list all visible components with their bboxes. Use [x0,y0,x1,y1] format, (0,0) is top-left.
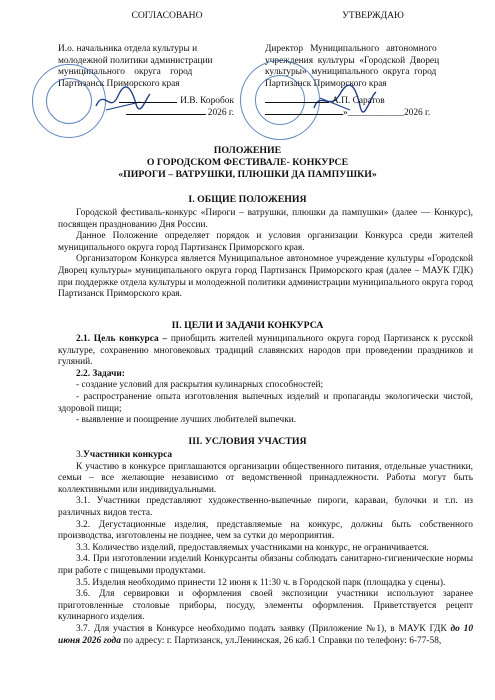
subsection-title: 3.Участники конкурса [76,450,173,460]
section-heading: III. УСЛОВИЯ УЧАСТИЯ [188,436,307,447]
approval-right-line: учреждения культуры «Городской Дворец [265,55,440,66]
list-item: 3.5. Изделия необходимо принести 12 июня к 11:30 ч. в Городской парк (площадка у сцены). [76,577,446,588]
paragraph: К участию в конкурсе приглашаются организации общественного питания, отдельные участники, семьи – все желающие независимо от ведомственной принадлежности. Работы могут быть коллективными или индивидуальными. [58,461,473,495]
list-item: 3.1. Участники представляют художественно-выпечные пироги, караваи, булочки и т.п. из различных видов теста. [58,496,473,518]
approval-right-sign-date: »____________2026 г. [265,108,465,120]
approval-right-line: Партизанск Приморского края [265,78,387,89]
goal-label: 2.1. Цель конкурса – [76,334,168,344]
approval-left-line: И.о. начальника отдела культуры и [58,44,198,54]
approval-right-line: Директор Муниципального автономного [265,44,437,54]
section-heading: I. ОБЩИЕ ПОЛОЖЕНИЯ [188,194,307,205]
approval-left-line: молодежной политики администрации [58,55,213,66]
list-item: 3.7. Для участия в Конкурсе необходимо подать заявку (Приложение №1), в МАУК ГДК до 10 июня 2026 года по адресу: г. Партизанск, ул.Ленинская, 26 каб.1 Справки по телефону: 6-77-58, [58,623,474,646]
approval-right-sign [265,96,465,119]
list-item: - распространение опыта изготовления выпечных изделий и пропаганды экологически чистой, здоровой пищи; [58,391,473,414]
paragraph: Организатором Конкурса является Муниципальное автономное учреждение культуры «Городской Дворец культуры» муниципального округа город Партизанск Приморского края (далее – МАУК ГДК) при поддержке отдела культуры и молодежной политики администрации муниципального округа город Партизанск Приморского края. [58,254,473,300]
approval-left-heading: СОГЛАСОВАНО [131,10,203,21]
approval-left-line: муниципального округа город [58,67,193,78]
list-item: - выявление и поощрение лучших любителей выпечки. [76,415,297,426]
title-line: О ГОРОДСКОМ ФЕСТИВАЛЕ- КОНКУРСЕ [146,157,349,168]
section-heading: II. ЦЕЛИ И ЗАДАЧИ КОНКУРСА [171,320,324,331]
list-item: 3.3. Количество изделий, предоставляемых участниками на конкурс, не ограничивается. [76,542,429,553]
goal-text: приобщить жителей муниципального округа город Партизанск к русской культуре, сохранению многовековых традиций славянских народов при проведении праздников и гуляний. [58,334,474,368]
title-line: «ПИРОГИ – ВАТРУШКИ, ПЛЮШКИ ДА ПАМПУШКИ» [118,169,377,180]
approval-left-sign-date: 2026 г. [58,108,234,120]
paragraph: Данное Положение определяет порядок и условия организации Конкурса среди жителей муниципального округа город Партизанск Приморского края. [58,231,473,253]
tasks-label: 2.2. Задачи: [76,368,125,379]
list-item: 3.6. Для сервировки и оформления своей экспозиции участники используют заранее приготовленные столовые приборы, посуду, элементы оформления. Приветствуется рецепт кулинарного изделия. [58,589,473,623]
list-item: 3.2. Дегустационные изделия, представляемые на конкурс, должны быть собственного производства, изготовлены не позднее, чем за сутки до мероприятия. [58,519,473,542]
title-line: ПОЛОЖЕНИЕ [213,145,282,156]
section-3-body [58,450,473,647]
section-1-body [58,208,473,301]
approval-right-sign-name: А.П. Саратов [265,96,465,108]
paragraph [58,334,473,369]
approval-right-heading: УТВЕРЖДАЮ [342,10,404,21]
section-2-body [58,334,473,427]
approval-left-sign [58,96,234,119]
paragraph: Городской фестиваль-конкурс «Пироги – ватрушки, плюшки да пампушки» (далее — Конкурс), посвящен празднованию Дня России. [58,208,473,230]
approval-right-line: культуры» муниципального округа город [265,67,437,78]
approval-left-line: Партизанск Приморского края [58,78,180,89]
list-item: 3.4. При изготовлении изделий Конкурсанты обязаны соблюдать санитарно-гигиенические нормы при работе с пищевыми продуктами. [58,554,473,576]
document-title [0,145,495,181]
approval-left-sign-name: И.В. Коробок [58,96,234,108]
list-item: - создание условий для раскрытия кулинарных способностей; [76,380,324,391]
